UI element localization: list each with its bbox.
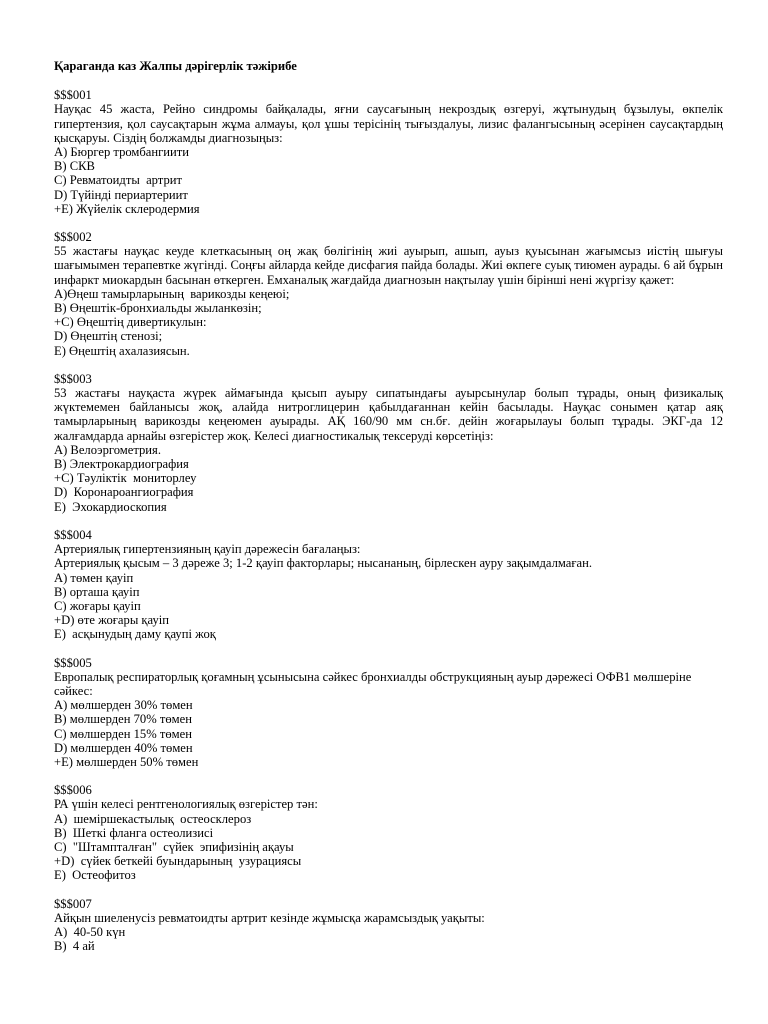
question-id: $$$005 bbox=[54, 655, 92, 670]
answer-option: A) төмен қауіп bbox=[54, 570, 134, 585]
answer-option: C) мөлшерден 15% төмен bbox=[54, 726, 192, 741]
answer-option: C) Ревматоидты артрит bbox=[54, 173, 183, 188]
answer-option: +E) мөлшерден 50% төмен bbox=[54, 754, 199, 769]
answer-option: E) Өңештің ахалазиясын. bbox=[54, 343, 190, 358]
answer-option: A) шеміршекастылық остеосклероз bbox=[54, 811, 252, 826]
answer-option: B) Өңештік-бронхиальды жыланкөзін; bbox=[54, 301, 262, 316]
answer-options bbox=[54, 698, 723, 769]
answer-option: +C) Тәуліктік мониторлеу bbox=[54, 471, 197, 486]
question-001 bbox=[54, 88, 723, 216]
answer-option: B) 4 ай bbox=[54, 939, 95, 954]
question-id: $$$001 bbox=[54, 88, 92, 103]
answer-option: E) Остеофитоз bbox=[54, 868, 136, 883]
answer-option: A) 40-50 күн bbox=[54, 924, 126, 939]
question-003 bbox=[54, 372, 723, 514]
question-text: Науқас 45 жаста, Рейно синдромы байқалады, яғни саусағының некроздық өзгеруі, жұтынудың бұзылуы, өкпелік гипертензия, қол саусақтарын жұма алмауы, қол ұшы терісінің тығыздалуы, лизис фалангысының әсерінен саусақтардың қысқаруы. Сіздің болжамды диагнозыңыз: bbox=[54, 102, 723, 145]
answer-option: D) Түйінді периартериит bbox=[54, 187, 188, 202]
question-id: $$$003 bbox=[54, 371, 92, 386]
question-id: $$$006 bbox=[54, 783, 92, 798]
answer-option: +C) Өңештің дивертикулын: bbox=[54, 315, 207, 330]
document-page bbox=[54, 59, 723, 967]
answer-option: B) Электрокардиография bbox=[54, 457, 189, 472]
answer-option: D) Коронароангиография bbox=[54, 485, 194, 500]
question-text: 55 жастағы науқас кеуде клеткасының оң жақ бөлігінің жиі ауырып, ашып, ауыз қуысынан жағымсыз иістің шығуы шағымымен терапевтке жүгінді. Соңғы айларда кейде дисфагия пайда болады. Жиі өкпеге суық тиюмен аурады. 6 ай бұрын инфаркт миокардын басынан өткерген. Емханалық жағдайда диагнозын нақтылау үшін бірінші нені жүргізу қажет: bbox=[54, 244, 723, 287]
answer-option: D) Өңештің стенозі; bbox=[54, 329, 163, 344]
answer-option: E) Эхокардиоскопия bbox=[54, 499, 167, 514]
answer-option: B) орташа қауіп bbox=[54, 584, 140, 599]
answer-option: A) Велоэргометрия. bbox=[54, 442, 161, 457]
answer-option: C) жоғары қауіп bbox=[54, 598, 141, 613]
question-text: 53 жастағы науқаста жүрек аймағында қысып ауыру сипатындағы ауырсынулар болып тұрады, оның физикалық жүктемемен байланысы жоқ, алайда нитроглицерин қабылдағаннан кейін басылады. Науқас сонымен қатар аяқ тамырларының варикозды кеңеюмен ауырады. АҚ 160/90 мм сн.бғ. дейін жоғарылауы болып тұрады. ЭКГ-да 12 жалғамдарда арнайы өзгерістер жоқ. Келесі диагностикалық тексеруді көрсетіңіз: bbox=[54, 386, 723, 443]
answer-options bbox=[54, 145, 723, 216]
question-id: $$$002 bbox=[54, 230, 92, 245]
answer-options bbox=[54, 443, 723, 514]
answer-options bbox=[54, 571, 723, 642]
question-005 bbox=[54, 656, 723, 770]
answer-option: B) Шеткі фланга остеолизисі bbox=[54, 825, 214, 840]
answer-option: +E) Жүйелік склеродермия bbox=[54, 201, 200, 216]
question-004 bbox=[54, 528, 723, 642]
question-006 bbox=[54, 783, 723, 882]
answer-option: A) мөлшерден 30% төмен bbox=[54, 698, 193, 713]
answer-options bbox=[54, 287, 723, 358]
document-title: Қараганда каз Жалпы дәрігерлік тәжірибе bbox=[54, 59, 297, 73]
answer-option: D) мөлшерден 40% төмен bbox=[54, 740, 193, 755]
answer-option: A)Өңеш тамырларының варикозды кеңеюі; bbox=[54, 286, 290, 301]
answer-option: B) СКВ bbox=[54, 159, 95, 174]
question-id: $$$004 bbox=[54, 527, 92, 542]
answer-option: +D) өте жоғары қауіп bbox=[54, 613, 170, 628]
answer-option: A) Бюргер тромбангиити bbox=[54, 145, 190, 160]
answer-option: B) мөлшерден 70% төмен bbox=[54, 712, 192, 727]
question-002 bbox=[54, 230, 723, 358]
question-text: Артериялық гипертензияның қауіп дәрежесін бағалаңыз: Артериялық қысым – 3 дәреже 3; 1-2 қауіп факторлары; нысананың, бірлескен ауру зақымдалмаған. bbox=[54, 542, 592, 571]
answer-options bbox=[54, 812, 723, 883]
question-text: Айқын шиеленусіз ревматоидты артрит кезінде жұмысқа жарамсыздық уақыты: bbox=[54, 910, 485, 925]
answer-option: +D) сүйек беткейі буындарының узурациясы bbox=[54, 854, 302, 869]
question-id: $$$007 bbox=[54, 896, 92, 911]
question-text: РА үшін келесі рентгенологиялық өзгерістер тән: bbox=[54, 797, 318, 812]
question-007 bbox=[54, 897, 723, 954]
question-text: Европалық респираторлық қоғамның ұсынысына сәйкес бронхиалды обструкцияның ауыр дәрежесі ОФВ1 мөлшеріне сәйкес: bbox=[54, 669, 692, 698]
answer-option: E) асқынудың даму қаупі жоқ bbox=[54, 627, 216, 642]
answer-options bbox=[54, 925, 723, 953]
answer-option: C) "Штампталған" сүйек эпифизінің ақауы bbox=[54, 839, 294, 854]
